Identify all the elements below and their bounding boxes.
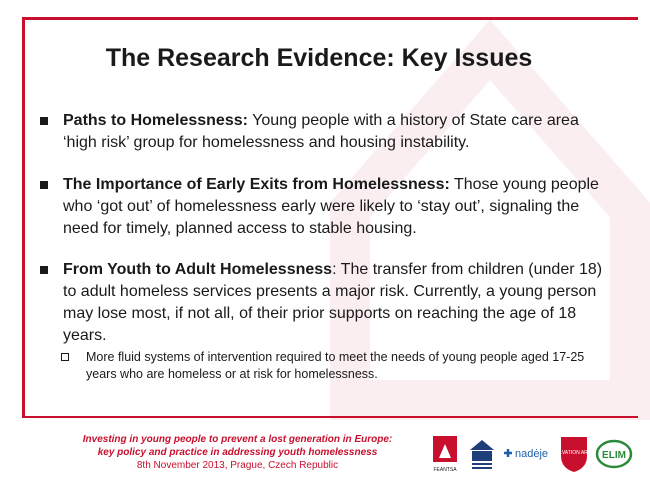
slide-title: The Research Evidence: Key Issues	[105, 44, 533, 72]
sub-bullet-item	[59, 349, 616, 383]
ministry-logo-icon	[466, 436, 498, 472]
nadeje-logo-icon	[502, 442, 554, 464]
sub-bullet-text: More fluid systems of intervention required to meet the needs of young people aged 17-25 years who are homeless or at risk for homelessness.	[86, 350, 585, 381]
bullet-list	[36, 110, 616, 383]
bullet-square-icon	[40, 117, 48, 125]
footer-text	[40, 433, 435, 472]
feantsa-logo-label: FEANTSA	[433, 467, 457, 473]
nadeje-logo-label: nadėje	[515, 448, 549, 460]
bullet-text: Those young people who ‘got out’ of homelessness early were likely to ‘stay out’, signaling the need for timely, planned access to stable housing.	[63, 176, 599, 237]
salvation-army-logo-label: SALVATION ARMY	[552, 450, 596, 456]
frame-left-line	[22, 17, 25, 417]
frame-bottom-line	[22, 416, 638, 418]
elim-logo-icon	[595, 438, 633, 470]
footer-line-2: key policy and practice in addressing youth homelessness	[97, 447, 378, 458]
bullet-square-icon	[40, 266, 48, 274]
elim-logo-label: ELIM	[602, 450, 626, 461]
bullet-text: : The transfer from children (under 18) to adult homeless services presents a major risk. Currently, a young person may lose most, if not all, of their prior supports on reaching the age of 18 years.	[63, 261, 603, 344]
feantsa-logo-icon	[430, 434, 460, 474]
bullet-heading: Paths to Homelessness:	[63, 112, 248, 129]
bullet-text: Young people with a history of State care area ‘high risk’ group for homelessness and housing instability.	[63, 112, 579, 151]
bullet-item	[36, 259, 616, 347]
salvation-army-shield-icon	[552, 434, 596, 474]
bullet-heading: The Importance of Early Exits from Homelessness:	[63, 176, 450, 193]
partner-logos	[430, 432, 635, 476]
bullet-square-icon	[40, 181, 48, 189]
frame-top-line	[22, 17, 638, 20]
bullet-item	[36, 110, 616, 154]
footer-line-1: Investing in young people to prevent a lost generation in Europe:	[82, 434, 393, 445]
footer-date: 8th November 2013, Prague, Czech Republic	[136, 460, 339, 471]
hollow-square-bullet-icon	[61, 353, 69, 361]
bullet-heading: From Youth to Adult Homelessness	[63, 261, 333, 278]
bullet-item	[36, 174, 616, 240]
